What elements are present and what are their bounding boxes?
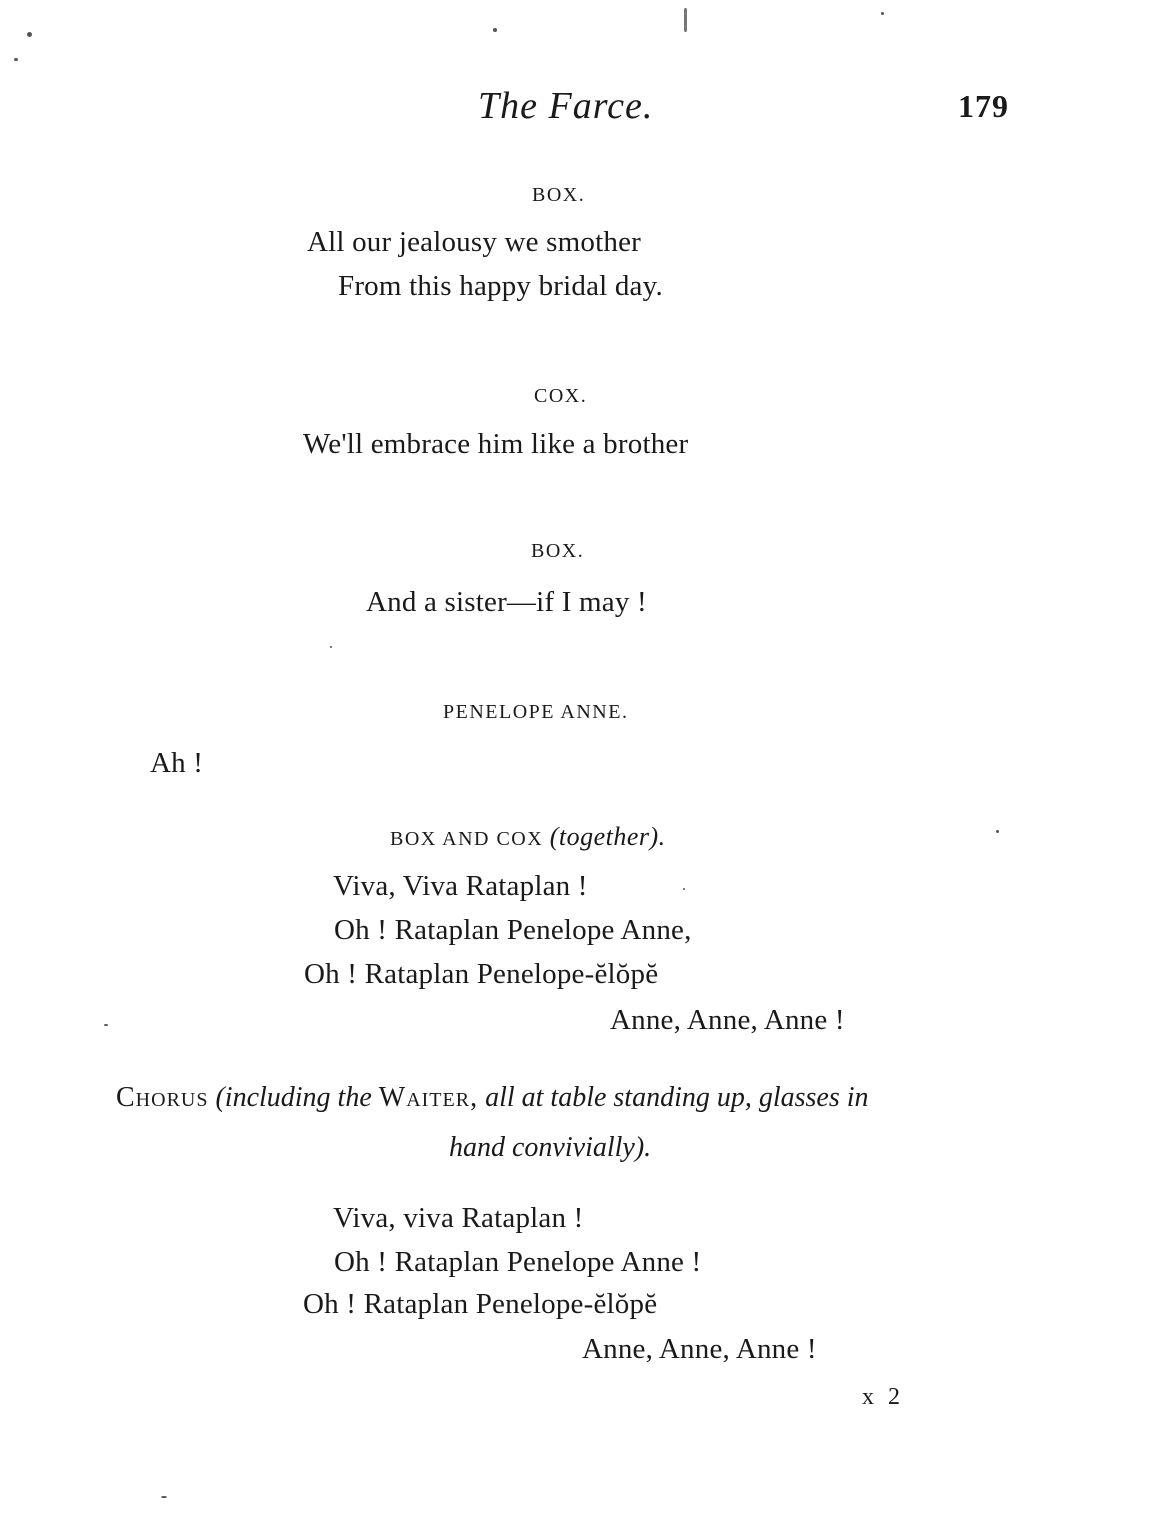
- scan-speck: [881, 12, 884, 15]
- scan-speck: [684, 8, 687, 32]
- verse-line: Oh ! Rataplan Penelope Anne,: [334, 914, 692, 946]
- direction-text: (including the: [215, 1082, 372, 1113]
- verse-line: And a sister—if I may !: [366, 586, 647, 618]
- page-number: 179: [958, 88, 1009, 124]
- speaker-box-1: BOX.: [532, 184, 586, 206]
- speaker-direction: (together).: [549, 822, 666, 851]
- chorus-direction-line2: hand convivially).: [449, 1132, 652, 1163]
- verse-line: Oh ! Rataplan Penelope-ĕlŏpĕ: [304, 958, 659, 990]
- verse-line: Ah !: [150, 747, 204, 779]
- scan-speck: [27, 32, 32, 37]
- running-title: The Farce.: [478, 85, 654, 127]
- speaker-box-and-cox: [390, 822, 666, 852]
- scan-speck: [493, 28, 497, 32]
- verse-line: We'll embrace him like a brother: [303, 428, 689, 460]
- verse-line: All our jealousy we smother: [307, 226, 642, 258]
- speaker-penelope-anne: PENELOPE ANNE.: [443, 701, 629, 723]
- speaker-box-2: BOX.: [531, 540, 585, 562]
- scan-speck: [104, 1024, 108, 1026]
- verse-line: Anne, Anne, Anne !: [610, 1004, 845, 1036]
- chorus-direction: [116, 1082, 869, 1114]
- verse-line: Viva, viva Rataplan !: [333, 1202, 584, 1234]
- scan-speck: [330, 646, 332, 648]
- waiter-name: Waiter,: [378, 1082, 479, 1113]
- scan-speck: [683, 888, 685, 890]
- verse-line: Oh ! Rataplan Penelope Anne !: [334, 1246, 702, 1278]
- chorus-label: Chorus: [116, 1082, 209, 1113]
- scan-speck: [996, 830, 999, 833]
- scan-speck: [14, 58, 18, 61]
- verse-line: Anne, Anne, Anne !: [582, 1333, 817, 1365]
- direction-text: all at table standing up, glasses in: [485, 1082, 869, 1113]
- verse-line: From this happy bridal day.: [338, 270, 663, 302]
- scan-speck: [161, 1496, 167, 1498]
- speaker-names: BOX AND COX: [390, 828, 544, 850]
- speaker-cox: COX.: [534, 385, 588, 407]
- verse-line: Oh ! Rataplan Penelope-ĕlŏpĕ: [303, 1288, 658, 1320]
- verse-line: Viva, Viva Rataplan !: [333, 870, 588, 902]
- signature-mark: x 2: [862, 1384, 904, 1410]
